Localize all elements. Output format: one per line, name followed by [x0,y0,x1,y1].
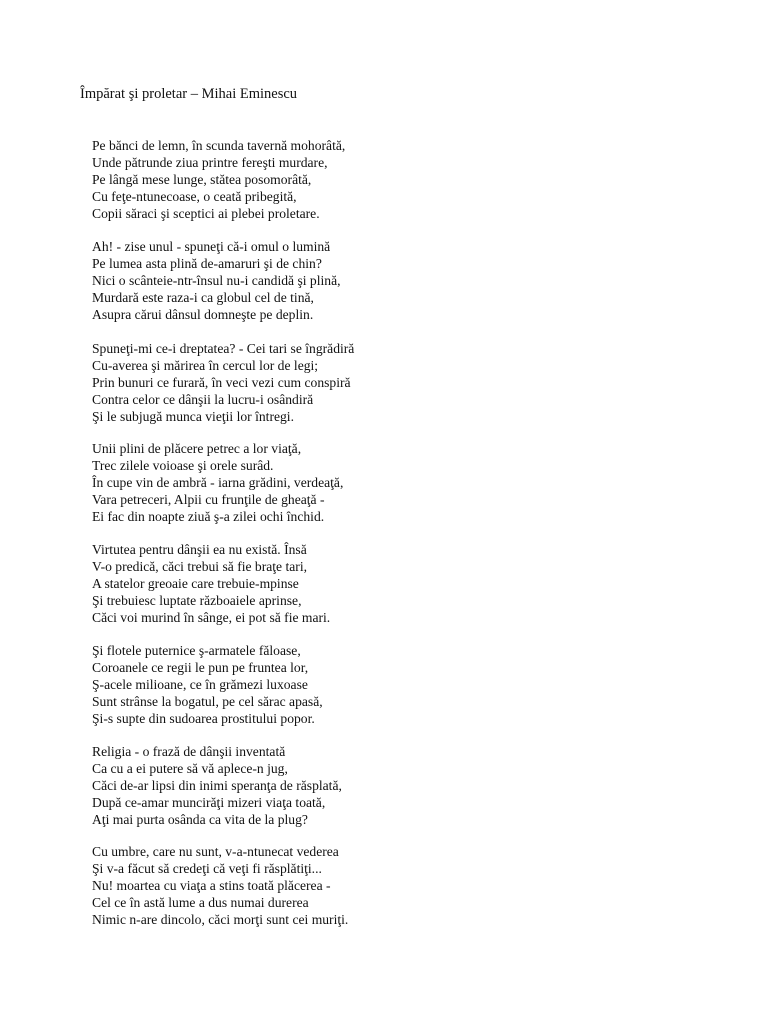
verse-line: Căci voi murind în sânge, ei pot să fie mari. [92,610,331,625]
stanza [92,743,342,828]
verse-line: Unde pătrunde ziua printre fereşti murdare, [92,155,328,170]
stanza [92,843,348,928]
verse-line: Pe bănci de lemn, în scunda tavernă mohorâtă, [92,138,346,153]
verse-line: Religia - o frază de dânşii inventată [92,744,286,759]
verse-line: Şi flotele puternice ş-armatele făloase, [92,643,301,658]
verse-line: Murdară este raza-i ca globul cel de tină, [92,290,314,305]
verse-line: A statelor greoaie care trebuie-mpinse [92,576,299,591]
verse-line: Prin bunuri ce furară, în veci vezi cum conspiră [92,375,351,390]
verse-line: Coroanele ce regii le pun pe fruntea lor, [92,660,309,675]
stanza [92,541,330,626]
verse-line: Şi le subjugă munca vieţii lor întregi. [92,409,294,424]
verse-line: Ei fac din noapte ziuă ş-a zilei ochi închid. [92,509,325,524]
verse-line: Pe lângă mese lunge, stătea posomorâtă, [92,172,312,187]
verse-line: Ah! - zise unul - spuneţi că-i omul o lumină [92,239,331,254]
verse-line: Copii săraci şi sceptici ai plebei proletare. [92,206,320,221]
verse-line: Unii plini de plăcere petrec a lor viaţă, [92,441,302,456]
verse-line: Nu! moartea cu viaţa a stins toată plăcerea - [92,878,331,893]
verse-line: Cel ce în astă lume a dus numai durerea [92,895,309,910]
verse-line: În cupe vin de ambră - iarna grădini, verdeaţă, [92,475,344,490]
verse-line: Ş-acele milioane, ce în grămezi luxoase [92,677,308,692]
verse-line: Sunt strânse la bogatul, pe cel sărac apasă, [92,694,323,709]
verse-line: Vara petreceri, Alpii cu frunţile de gheaţă - [92,492,325,507]
verse-line: Şi-s supte din sudoarea prostitului popor. [92,711,315,726]
stanza [92,642,323,727]
verse-line: Ca cu a ei putere să vă aplece-n jug, [92,761,288,776]
verse-line: Aţi mai purta osânda ca vita de la plug? [92,812,308,827]
verse-line: Asupra cărui dânsul domneşte pe deplin. [92,307,314,322]
verse-line: Spuneţi-mi ce-i dreptatea? - Cei tari se îngrădiră [92,341,355,356]
verse-line: Căci de-ar lipsi din inimi speranţa de răsplată, [92,778,342,793]
verse-line: Virtutea pentru dânşii ea nu există. Însă [92,542,307,557]
poem-title: Împărat şi proletar – Mihai Eminescu [80,86,298,102]
verse-line: Cu feţe-ntunecoase, o ceată pribegită, [92,189,297,204]
verse-line: Nici o scânteie-ntr-însul nu-i candidă şi plină, [92,273,341,288]
verse-line: Nimic n-are dincolo, căci morţi sunt cei muriţi. [92,912,349,927]
verse-line: Cu-averea şi mărirea în cercul lor de legi; [92,358,319,373]
verse-line: Cu umbre, care nu sunt, v-a-ntunecat vederea [92,844,339,859]
verse-line: Pe lumea asta plină de-amaruri şi de chin? [92,256,322,271]
verse-line: Trec zilele voioase şi orele surâd. [92,458,274,473]
verse-line: Şi v-a făcut să credeţi că veţi fi răsplătiţi... [92,861,322,876]
stanza [92,340,354,425]
stanza [92,238,341,323]
stanza [92,137,345,222]
stanza [92,440,343,525]
verse-line: După ce-amar muncirăţi mizeri viaţa toată, [92,795,326,810]
verse-line: Contra celor ce dânşii la lucru-i osândiră [92,392,314,407]
verse-line: Şi trebuiesc luptate războaiele aprinse, [92,593,302,608]
verse-line: V-o predică, căci trebui să fie braţe tari, [92,559,308,574]
